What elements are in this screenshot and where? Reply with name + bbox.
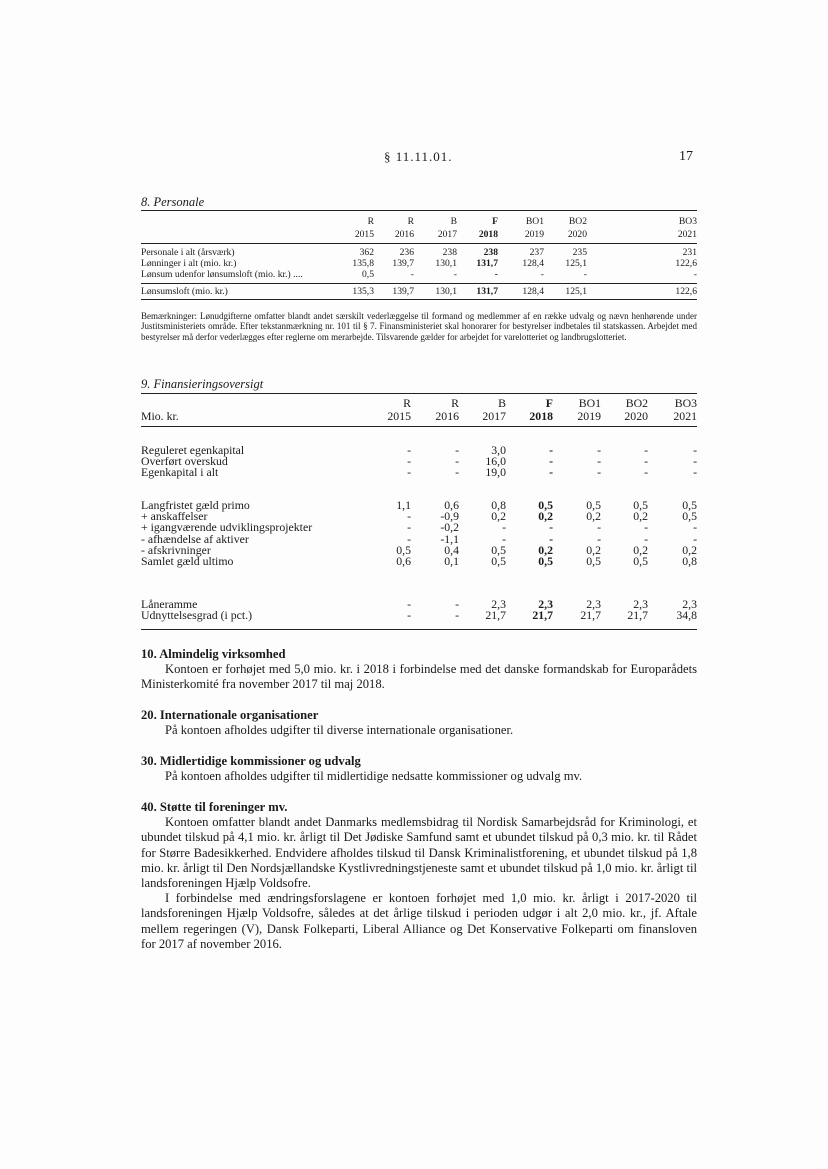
column-header-top: F [492, 216, 498, 227]
section-heading: 30. Midlertidige kommissioner og udvalg [141, 754, 361, 768]
table-cell: 0,8 [682, 554, 697, 568]
column-header-top: BO2 [625, 396, 648, 410]
table-cell: 235 [572, 247, 587, 258]
column-header-bottom: 2017 [437, 229, 457, 240]
table-rule [141, 299, 697, 300]
row-label: Låneramme [141, 598, 198, 611]
finans-title: 9. Finansieringsoversigt [141, 377, 264, 391]
table-cell: - [549, 520, 553, 535]
column-header-top: R [407, 216, 414, 227]
table-cell: - [407, 509, 411, 524]
column-header-top: B [498, 396, 506, 410]
row-label: Personale i alt (årsværk) [141, 247, 235, 258]
table-cell: - [407, 443, 411, 457]
table-cell: 0,8 [491, 498, 506, 512]
column-header-top: BO1 [525, 216, 544, 227]
table-cell: 21,7 [627, 608, 648, 623]
column-header-bottom: 2020 [567, 229, 587, 240]
section-3 [141, 754, 697, 784]
table-row [141, 258, 697, 269]
table-rule [141, 243, 697, 244]
table-cell: - [502, 520, 506, 535]
table-cell: 362 [359, 247, 374, 258]
table-cell: 1,1 [396, 498, 411, 512]
table-cell: 0,2 [633, 542, 648, 557]
table-cell: - [597, 531, 601, 546]
table-cell: - [455, 608, 459, 623]
table-cell: 0,1 [444, 554, 459, 568]
column-header-bottom: 2020 [624, 409, 648, 423]
table-cell: 0,6 [396, 554, 411, 568]
column-header-bottom: 2018 [529, 409, 553, 423]
table-cell: 0,5 [538, 498, 553, 512]
column-header-bottom: 2015 [387, 409, 411, 423]
finans-table [141, 393, 697, 633]
section-paragraph: I forbindelse med ændringsforslagene er kontoen forhøjet med 1,0 mio. kr. årligt i 2017-2020 til landsforeningen Hjælp Voldsofre, således at det årlige tilskud i perioden udgør i alt 2,0 mio. kr., jf. Aftale mellem regeringen (V), Dansk Folkeparti, Liberal Alliance og Det Konservative Folkeparti om finansloven for 2017 af november 2016. [141, 891, 697, 951]
table-cell: 139,7 [392, 258, 414, 269]
table-cell: 2,3 [538, 597, 553, 611]
section-paragraph: Kontoen er forhøjet med 5,0 mio. kr. i 2018 i forbindelse med det danske formandskab for Europarådets Ministerkomité fra november 2017 til maj 2018. [141, 662, 697, 692]
table-cell: 131,7 [476, 258, 498, 269]
section-heading: 40. Støtte til foreninger mv. [141, 800, 288, 814]
table-cell: 130,1 [435, 258, 457, 269]
table-cell: 0,2 [586, 509, 601, 524]
table-cell: - [455, 443, 459, 457]
column-header-top: BO3 [674, 396, 697, 410]
table-cell: - [549, 465, 553, 480]
table-cell: 0,5 [633, 554, 648, 568]
section-4 [141, 800, 697, 952]
column-header-bottom: 2021 [677, 229, 697, 240]
column-header-top: R [451, 396, 459, 410]
table-cell: - [410, 269, 414, 280]
column-header-top: BO2 [568, 216, 587, 227]
table-row [141, 247, 697, 258]
table-cell: - [502, 531, 506, 546]
table-rule [141, 426, 697, 427]
section-heading: 10. Almindelig virksomhed [141, 647, 286, 661]
section-2 [141, 708, 697, 738]
table-cell: - [455, 465, 459, 480]
table-cell: 237 [529, 247, 544, 258]
table-cell: 122,6 [675, 286, 697, 297]
table-cell: 0,5 [491, 554, 506, 568]
table-rule [141, 629, 697, 630]
table-cell: 130,1 [435, 286, 457, 297]
table-cell: 3,0 [491, 443, 506, 457]
column-header-bottom: 2021 [673, 409, 697, 423]
table-cell: - [549, 454, 553, 469]
table-cell: - [644, 531, 648, 546]
table-cell: 236 [399, 247, 414, 258]
total-row [141, 286, 697, 297]
table-cell: 0,6 [444, 498, 459, 512]
table-cell: - [407, 531, 411, 546]
table-cell: - [453, 269, 457, 280]
section-heading: 20. Internationale organisationer [141, 708, 319, 722]
page-header [0, 149, 828, 167]
table-cell: 21,7 [485, 608, 506, 623]
table-cell: - [455, 597, 459, 611]
table-rule [141, 283, 697, 284]
table-cell: - [644, 454, 648, 469]
table-cell: 0,2 [682, 542, 697, 557]
column-header-bottom: 2019 [524, 229, 544, 240]
table-cell: 128,4 [522, 258, 544, 269]
table-cell: 34,8 [676, 608, 697, 623]
table-cell: 16,0 [485, 454, 506, 469]
table-cell: 2,3 [491, 597, 506, 611]
row-label: + anskaffelser [141, 510, 208, 524]
table-cell: 19,0 [485, 465, 506, 480]
table-cell: 131,7 [476, 286, 498, 297]
column-header-bottom: 2016 [394, 229, 414, 240]
row-label: Samlet gæld ultimo [141, 555, 234, 568]
table-cell: - [693, 531, 697, 546]
table-cell: 0,2 [633, 509, 648, 524]
row-label: Langfristet gæld primo [141, 499, 250, 512]
column-header-bottom: 2018 [478, 229, 498, 240]
table-cell: 0,5 [491, 542, 506, 557]
table-cell: - [540, 269, 544, 280]
table-cell: - [407, 454, 411, 469]
page-number: 17 [679, 149, 693, 164]
table-row [141, 555, 697, 568]
column-header-bottom: 2017 [482, 409, 506, 423]
table-cell: 238 [483, 247, 498, 258]
table-cell: 0,5 [682, 509, 697, 524]
table-cell: 125,1 [565, 258, 587, 269]
table-cell: - [693, 269, 697, 280]
table-cell: -1,1 [440, 531, 459, 546]
table-cell: - [597, 454, 601, 469]
column-header-top: BO3 [678, 216, 697, 227]
section-paragraph: På kontoen afholdes udgifter til midlertidige nedsatte kommissioner og udvalg mv. [165, 769, 583, 784]
table-cell: 128,4 [522, 286, 544, 297]
row-label: - afhændelse af aktiver [141, 532, 249, 546]
column-header-top: F [545, 396, 553, 410]
table-cell: 0,5 [538, 554, 553, 568]
table-cell: - [644, 443, 648, 457]
row-label: + igangværende udviklingsprojekter [141, 521, 313, 535]
table-cell: - [549, 443, 553, 457]
table-row [141, 269, 697, 280]
table-cell: 2,3 [682, 597, 697, 611]
table-cell: 2,3 [633, 597, 648, 611]
table-cell: 135,8 [352, 258, 374, 269]
personale-table [141, 210, 697, 310]
column-header-bottom: 2015 [354, 229, 374, 240]
table-row [141, 466, 697, 479]
column-header-bottom: 2016 [435, 409, 459, 423]
table-cell: - [583, 269, 587, 280]
table-cell: - [644, 465, 648, 480]
table-cell: 135,3 [352, 286, 374, 297]
column-header-top: R [403, 396, 411, 410]
table-cell: 0,5 [586, 498, 601, 512]
table-cell: -0,2 [440, 520, 459, 535]
section-reference: § 11.11.01. [384, 149, 453, 164]
table-rule [141, 393, 697, 394]
table-cell: - [407, 465, 411, 480]
section-paragraph: Kontoen omfatter blandt andet Danmarks medlemsbidrag til Nordisk Samarbejdsråd for Kriminologi, et ubundet tilskud på 4,1 mio. kr. årligt til Det Jødiske Samfund samt et ubundet tilskud på 0,3 mio. kr. til Rådet for Større Badesikkerhed. Endvidere afholdes tilskud til Dansk Kriminalistforening, et ubundet tilskud på 1,8 mio. kr. årligt til Den Nordsjællandske Kystlivredningstjeneste samt et ubundet tilskud på 1,0 mio. kr. årligt til landsforeningen Hjælp Voldsofre. [141, 815, 697, 891]
table-cell: - [407, 608, 411, 623]
table-cell: - [693, 443, 697, 457]
table-cell: - [597, 443, 601, 457]
section-paragraph: På kontoen afholdes udgifter til diverse internationale organisationer. [165, 723, 514, 738]
row-label: - afskrivninger [141, 543, 211, 557]
table-cell: 0,5 [682, 498, 697, 512]
unit-label: Mio. kr. [141, 410, 179, 423]
personale-note: Bemærkninger: Lønudgifterne omfatter blandt andet særskilt vederlæggelse til formand og medlemmer af en række udvalg og nævn henhørende under Justitsministeriets område. Efter tekstanmærkning nr. 101 til § 7. Finansministeriet skal honorarer for bestyrelser indbetales til statskassen. Arbejdet med bestyrelser må derfor vederlægges efter reglerne om merarbejde. Tilsvarende gælder for arbejdet for varelotteriet og landbrugslotteriet. [141, 311, 697, 342]
table-cell: - [693, 520, 697, 535]
row-label: Reguleret egenkapital [141, 444, 245, 457]
table-cell: 0,5 [633, 498, 648, 512]
table-cell: 0,2 [538, 509, 553, 524]
row-label: Lønsum udenfor lønsumsloft (mio. kr.) .... [141, 269, 303, 280]
column-header-top: R [367, 216, 374, 227]
column-header-top: B [450, 216, 457, 227]
section-1 [141, 647, 697, 693]
table-cell: 0,2 [491, 509, 506, 524]
table-cell: 231 [682, 247, 697, 258]
table-cell: - [597, 520, 601, 535]
table-rule [141, 210, 697, 211]
row-label: Lønninger i alt (mio. kr.) [141, 258, 237, 269]
table-cell: 2,3 [586, 597, 601, 611]
column-header-bottom: 2019 [577, 409, 601, 423]
table-cell: 0,5 [396, 542, 411, 557]
table-cell: - [693, 454, 697, 469]
table-cell: 122,6 [675, 258, 697, 269]
table-cell: - [644, 520, 648, 535]
table-cell: 0,5 [586, 554, 601, 568]
table-cell: 139,7 [392, 286, 414, 297]
table-cell: - [407, 597, 411, 611]
table-cell: -0,9 [440, 509, 459, 524]
personale-title: 8. Personale [141, 195, 205, 209]
table-cell: - [597, 465, 601, 480]
table-cell: 125,1 [565, 286, 587, 297]
row-label: Egenkapital i alt [141, 466, 219, 480]
table-cell: 21,7 [532, 608, 553, 623]
table-cell: - [407, 520, 411, 535]
table-cell: - [693, 465, 697, 480]
table-row [141, 609, 697, 622]
table-cell: 0,5 [362, 269, 374, 280]
row-label: Udnyttelsesgrad (i pct.) [141, 609, 253, 623]
table-cell: 21,7 [580, 608, 601, 623]
table-cell: - [549, 531, 553, 546]
table-cell: 238 [442, 247, 457, 258]
table-cell: 0,2 [538, 542, 553, 557]
row-label: Overført overskud [141, 455, 228, 469]
table-cell: - [494, 269, 498, 280]
table-cell: - [455, 454, 459, 469]
row-label: Lønsumsloft (mio. kr.) [141, 286, 228, 297]
table-cell: 0,4 [444, 542, 459, 557]
table-cell: 0,2 [586, 542, 601, 557]
column-header-top: BO1 [578, 396, 601, 410]
